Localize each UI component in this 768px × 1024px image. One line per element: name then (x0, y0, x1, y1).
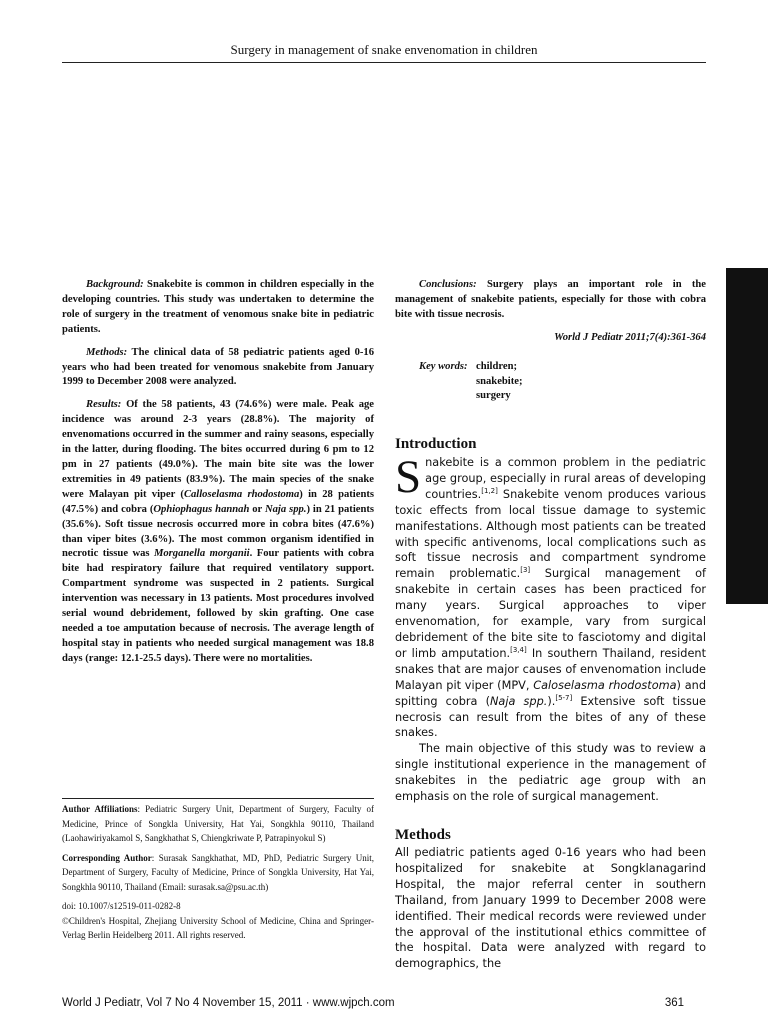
species-name: Morganella morganii (153, 548, 250, 560)
author-affiliations-text: : Pediatric Surgery Unit, Department of Surgery, Faculty of Medicine, Prince of Songkla University, Hat Yai, Songkhla 90110, Thailand (Laohawiriyakamol S, Sangkhathat S, Chiengkriwate P, Patrapinyokul S) (62, 804, 374, 843)
species-name: Naja spp. (264, 503, 307, 515)
reference-marker: [5-7] (555, 693, 573, 702)
abstract-left-column (62, 278, 374, 675)
intro-text: ) and spitting cobra ( (395, 678, 706, 708)
results-text: or (249, 503, 265, 515)
corresponding-author-label: Corresponding Author (62, 852, 152, 863)
intro-text: nakebite is a common problem in the pediatric age group, especially in rural areas of developing countries. (425, 456, 706, 501)
affiliations-rule (62, 798, 374, 799)
header-rule (62, 62, 706, 63)
intro-text: In southern Thailand, resident snakes that are major causes of envenomation include Malayan pit viper (MPV, (395, 646, 706, 692)
species-name: Naja spp. (489, 694, 548, 708)
species-name: Calloselasma rhodostoma (183, 488, 300, 500)
introduction-heading: Introduction (395, 436, 477, 452)
author-affiliations (62, 802, 374, 846)
abstract-methods (62, 346, 374, 391)
reference-marker: [1,2] (481, 487, 498, 496)
copyright: ©Children's Hospital, Zhejiang University School of Medicine, China and Springer-Verlag Berlin Heidelberg 2011. All rights reserved. (62, 915, 374, 940)
results-text: . Four patients with cobra bite had respiratory failure that required ventilatory support. Compartment syndrome was suspected in 2 patients. Surgical intervention was necessary in 13 patients. Most procedures involved serial wound debridement, followed by skin grafting. One case needed a toe amputation because of necrosis. The average length of hospital stay in patients who needed surgical management was 18.8 days (range: 12.1-25.5 days). There were no mortalities. (62, 548, 374, 664)
background-label: Background: (86, 279, 144, 290)
corresponding-author-text: : Surasak Sangkhathat, MD, PhD, Pediatric Surgery Unit, Department of Surgery, Faculty of Medicine, Prince of Songkla University, Hat Yai, Songkhla 90110, Thailand (Email: surasak.sa@psu.ac.th) (62, 852, 375, 892)
background-text: Snakebite is common in children especially in the developing countries. This study was undertaken to determine the role of surgery in the treatment of venomous snake bite in pediatric patients. (62, 279, 374, 335)
reference-marker: [3,4] (510, 646, 527, 655)
conclusions-label: Conclusions: (419, 279, 477, 290)
keyword: children; (476, 360, 518, 372)
results-text: ) in 28 patients (47.5%) and cobra ( (62, 488, 374, 515)
introduction-paragraph: The main objective of this study was to review a single institutional experience in the management of snakebites in the pediatric age group with an emphasis on the role of surgical management. (395, 742, 706, 804)
conclusions-text: Surgery plays an important role in the management of snakebite patients, especially for those with cobra bite with tissue necrosis. (395, 279, 706, 320)
keyword: surgery (476, 390, 511, 402)
author-affiliations-label: Author Affiliations (62, 804, 138, 814)
intro-text: Snakebite venom produces various toxic effects from local tissue damage to systemic manifestations. Although most patients can be treated with specific antivenoms, local complications such as soft tissue necrosis and compartment syndrome remain problematic. (395, 487, 706, 581)
side-tab-marker (726, 268, 768, 604)
species-name: Ophiophagus hannah (153, 503, 250, 515)
intro-text: ). (547, 694, 556, 708)
footer-journal: World J Pediatr, Vol 7 No 4 November 15, 2011 · www.wjpch.com (62, 997, 395, 1009)
affiliations-block (62, 802, 374, 948)
methods-heading: Methods (395, 827, 451, 843)
citation: World J Pediatr 2011;7(4):361-364 (554, 331, 706, 343)
drop-cap: S (395, 451, 422, 503)
keywords-label: Key words: (419, 360, 468, 372)
abstract-conclusions (395, 278, 706, 323)
methods-text: The clinical data of 58 pediatric patients aged 0-16 years who had been treated for venomous snakebite from January 1999 to December 2008 were analyzed. (62, 346, 374, 388)
methods-label: Methods: (86, 346, 128, 358)
methods-body (395, 845, 706, 972)
running-head: Surgery in management of snake envenomation in children (230, 42, 538, 57)
results-text: ) in 21 patients (35.6%). Soft tissue necrosis occurred more in cobra bites (47.6%) than viper bites (3.6%). The most common organism identified in necrotic tissue was (62, 503, 375, 560)
reference-marker: [3] (520, 566, 531, 575)
intro-text: Surgical management of snakebite in certain cases has been practiced for many years. Surgical approaches to viper envenomation, for example, vary from surgical debridement of the bite site to fasciotomy and digital or limb amputation. (395, 567, 706, 660)
page-number: 361 (664, 997, 684, 1009)
methods-paragraph: All pediatric patients aged 0-16 years who had been hospitalized for snakebite at Songklanagarind Hospital, the major referral center in southern Thailand, from January 1999 to December 2008 were identified. Their medical records were reviewed under the approval of the institutional ethics committee of the hospital. Data were analyzed with regard to demographics, the (395, 846, 706, 971)
abstract-background (62, 278, 374, 338)
doi: doi: 10.1007/s12519-011-0282-8 (62, 901, 181, 911)
introduction-paragraph (395, 451, 706, 741)
results-label: Results: (86, 399, 122, 411)
keywords (395, 360, 706, 405)
introduction-body (395, 451, 706, 805)
keyword: snakebite; (476, 375, 523, 387)
intro-text: Extensive soft tissue necrosis can result from the bites of any of these snakes. (395, 694, 706, 740)
species-name: Caloselasma rhodostoma (533, 678, 677, 692)
corresponding-author (62, 851, 374, 895)
abstract-results (62, 398, 374, 666)
abstract-right-column (395, 278, 706, 404)
results-text: Of the 58 patients, 43 (74.6%) were male. Peak age incidence was around 2-3 years (28.8%). The majority of envenomations occurred in the summer and rainy seasons, especially in the latter, during flooding. The bites occurred during 6 pm to 12 pm in 27 patients (49.0%). The main bite site was the lower extremities in 49 patients (83.9%). The main species of the snake were Malayan pit viper ( (62, 399, 375, 500)
